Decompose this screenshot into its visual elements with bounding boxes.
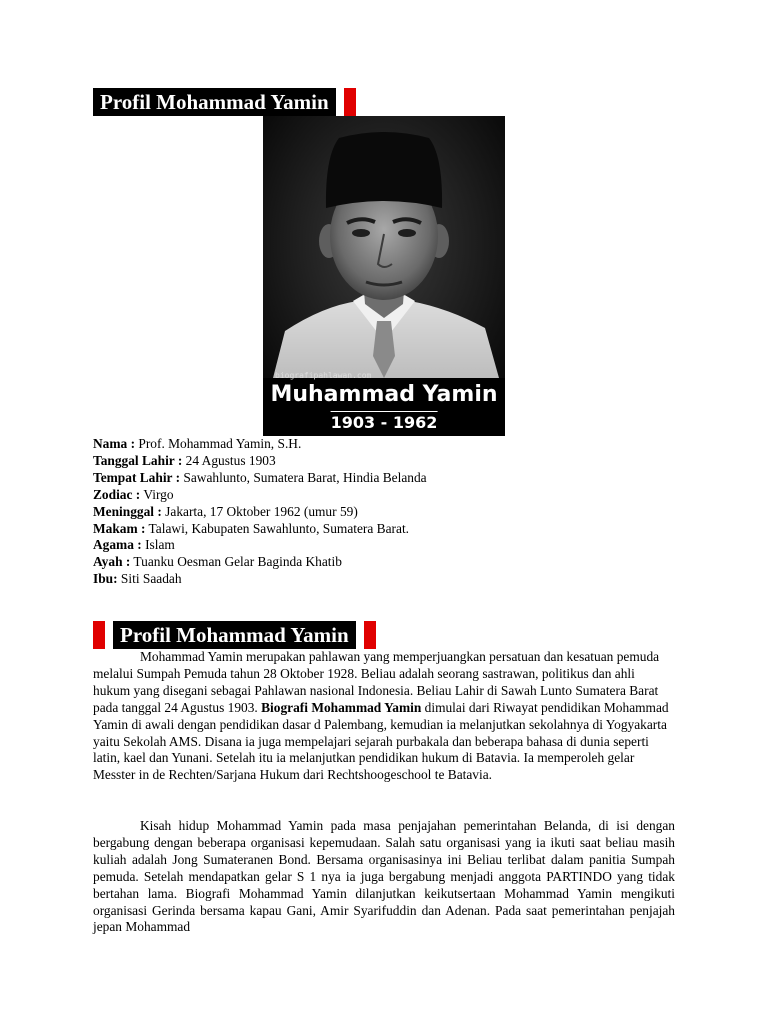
- profile-value: Virgo: [140, 486, 174, 502]
- heading-gap-left: [105, 621, 113, 649]
- heading-red-bar-left: [93, 621, 105, 649]
- profile-value: Sawahlunto, Sumatera Barat, Hindia Belanda: [180, 469, 427, 485]
- paragraph-2: [93, 818, 675, 936]
- profile-value: Islam: [141, 537, 175, 553]
- heading-red-bar: [344, 88, 356, 116]
- paragraph-1: [93, 649, 675, 784]
- paragraph-2-text: Kisah hidup Mohammad Yamin pada masa penjajahan pemerintahan Belanda, di isi dengan bergabung dengan beberapa organisasi kepemudaan. Salah satu organisasi yang ia ikuti saat beliau masih kuliah adalah Jong Sumateranen Bond. Bersama organisasinya ini Beliau terlibat dalam panitia Sumpah pemuda. Setelah mendapatkan gelar S 1 nya ia juga bergabung menjadi anggota PARTINDO yang tidak bertahan lama. Biografi Mohammad Yamin dilanjutkan keikutsertaan Mohammad Yamin mengikuti organisasi Gerinda bersama kapau Gani, Amir Syarifuddin dan Adenan. Pada saat pemerintahan penjajah jepan Mohammad: [93, 818, 675, 935]
- paragraph-1-text-b: dimulai dari Riwayat pendidikan Mohammad Yamin di awali dengan pendidikan dasar d Palembang, kemudian ia melanjutkan sekolahnya di Yogyakarta yaitu Sekolah AMS. Disana ia juga mempelajari sejarah purbakala dan beberapa bahasa di dunia seperti latin, kael dan Yunani. Setelah itu ia melanjutkan pendidikan hukum di Batavia. Ia memperoleh gelar Messter in de Rechten/Sarjana Hukum dari Rechtshoogeschool te Batavia.: [93, 699, 669, 783]
- profile-label: Meninggal :: [93, 503, 162, 519]
- profile-value: 24 Agustus 1903: [182, 452, 276, 468]
- profile-details: [93, 436, 427, 588]
- profile-row-meninggal: [93, 504, 427, 521]
- profile-label: Tempat Lahir :: [93, 469, 181, 485]
- profile-row-tempat-lahir: [93, 470, 427, 487]
- photo-caption-name: Muhammad Yamin: [270, 382, 498, 407]
- profile-row-tanggal-lahir: [93, 453, 427, 470]
- profile-row-nama: [93, 436, 427, 453]
- profile-label: Ayah :: [93, 554, 131, 570]
- paragraph-1-text-a: Mohammad Yamin merupakan pahlawan yang memperjuangkan persatuan dan kesatuan pemuda melalui Sumpah Pemuda tahun 28 Oktober 1928. Beliau adalah seorang sastrawan, politikus dan ahli hukum yang disegani sebagai Pahlawan nasional Indonesia. Beliau Lahir di Sawah Lunto Sumatera Barat pada tanggal 24 Agustus 1903.: [93, 649, 660, 715]
- profile-row-zodiac: [93, 487, 427, 504]
- profile-label: Ibu:: [93, 571, 118, 587]
- heading-title: Profil Mohammad Yamin: [93, 88, 336, 116]
- portrait-photo: [263, 116, 505, 436]
- section-heading-second: [93, 621, 376, 649]
- profile-row-ayah: [93, 554, 427, 571]
- profile-value: Siti Saadah: [117, 571, 182, 587]
- photo-watermark: biografipahlawan.com: [275, 371, 372, 380]
- profile-label: Tanggal Lahir :: [93, 452, 183, 468]
- profile-row-agama: [93, 537, 427, 554]
- profile-value: Tuanku Oesman Gelar Baginda Khatib: [130, 554, 342, 570]
- profile-value: Prof. Mohammad Yamin, S.H.: [135, 436, 302, 451]
- profile-value: Talawi, Kabupaten Sawahlunto, Sumatera Barat.: [145, 520, 410, 536]
- profile-label: Agama :: [93, 537, 142, 553]
- heading-gap-right: [356, 621, 364, 649]
- profile-value: Jakarta, 17 Oktober 1962 (umur 59): [161, 503, 358, 519]
- paragraph-1-bold: Biografi Mohammad Yamin: [261, 699, 422, 715]
- heading-gap: [336, 88, 344, 116]
- heading-red-bar-right: [364, 621, 376, 649]
- profile-row-makam: [93, 521, 427, 538]
- heading-title: Profil Mohammad Yamin: [113, 621, 356, 649]
- profile-label: Makam :: [93, 520, 146, 536]
- section-heading-top: [93, 88, 356, 116]
- profile-label: Zodiac :: [93, 486, 141, 502]
- photo-caption-years: 1903 - 1962: [330, 413, 438, 432]
- profile-label: Nama :: [93, 436, 136, 451]
- profile-row-ibu: [93, 571, 427, 588]
